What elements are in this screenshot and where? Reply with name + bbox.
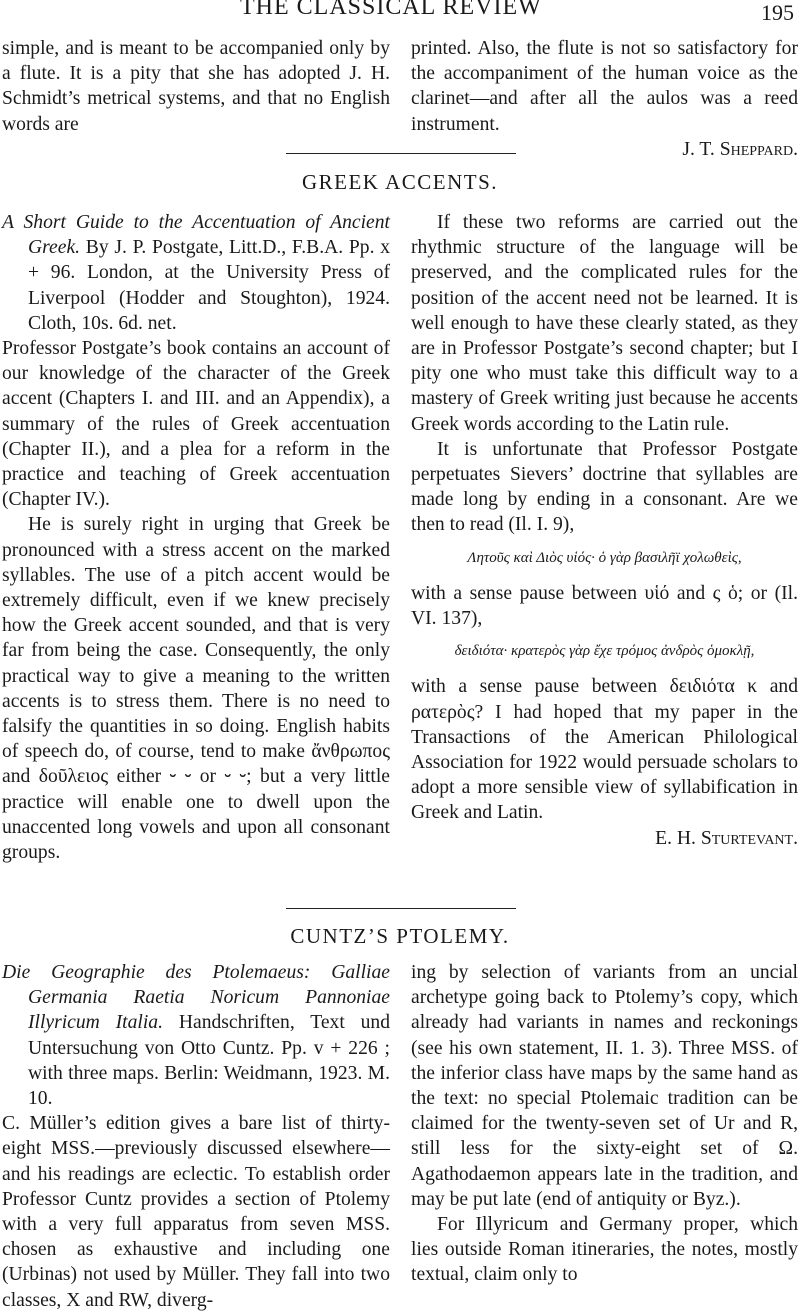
cuntz-heading: CUNTZ’S PTOLEMY. xyxy=(290,924,510,948)
cuntz-left-paragraph-1: C. Müller’s edition gives a bare list of thirty-eight MSS.—previously discussed elsewhere—and his readings are eclectic. To establish order Professor Cuntz provides a section of Ptolemy with a very full apparatus from seven MSS. chosen as exhaustive and including one (Urbinas) not used by Müller. They fall into two classes, X and RW, diverg- xyxy=(2,1113,390,1311)
greek-accents-right-paragraph-3: with a sense pause between υἱό and ς ὁ; or (Il. VI. 137), xyxy=(411,582,798,630)
greek-accents-right-paragraph-2: It is unfortunate that Professor Postgate perpetuates Sievers’ doctrine that syllables are made long by ending in a consonant. Are we then to read (Il. I. 9), xyxy=(411,438,798,536)
top-right-text: printed. Also, the flute is not so satisfactory for the accompaniment of the human voice as the clarinet—and after all the aulos was a reed instrument. xyxy=(411,38,798,135)
greek-accents-right-column xyxy=(411,210,798,851)
sturtevant-signature: E. H. Sturtevant. xyxy=(655,827,798,849)
greek-quotation-1: Λητοῦς καὶ Διὸς υἱός· ὁ γὰρ βασιλῆϊ χολωθεὶς, xyxy=(467,549,742,566)
greek-quotation-2: δειδιότα· κρατερὸς γὰρ ἔχε τρόμος ἀνδρὸς ὁμοκλῇ, xyxy=(454,643,755,660)
greek-accents-left-column xyxy=(2,210,390,865)
reference-title: A Short Guide to the Accentuation of Ancient Greek. xyxy=(2,212,390,259)
cuntz-left-column xyxy=(2,960,390,1313)
greek-accents-heading: GREEK ACCENTS. xyxy=(301,170,498,194)
sheppard-signature: J. T. Sheppard. xyxy=(682,138,798,160)
cuntz-right-paragraph-1: ing by selection of variants from an uncial archetype going back to Ptolemy’s copy, which already had variants in names and reckonings (see his own statement, II. 1. 3). Three MSS. of the inferior class have maps by the same hand as the text: no special Ptolemaic tradition can be claimed for the twenty-seven set of Ur and R, still less for the sixty-eight set of Ω. Agathodaemon appears late in the tradition, and may be put late (end of antiquity or Byz.). xyxy=(411,962,798,1210)
cuntz-reference-title: Die Geographie des Ptolemaeus: Galliae Germania Raetia Noricum Pannoniae Illyricum Italia. xyxy=(2,962,390,1034)
section-rule-2 xyxy=(286,908,516,909)
cuntz-right-column xyxy=(411,960,798,1288)
top-left-text: simple, and is meant to be accompanied only by a flute. It is a pity that she has adopted J. H. Schmidt’s metrical systems, and that no English words are xyxy=(2,38,390,135)
top-left-column xyxy=(2,36,390,137)
running-header xyxy=(0,0,800,30)
greek-accents-left-paragraph-1: Professor Postgate’s book contains an account of our knowledge of the character of the Greek accent (Chapters I. and III. and an Appendix), a summary of the rules of Greek accentuation (Chapter II.), and a plea for a reform in the practice and teaching of Greek accentuation (Chapter IV.). xyxy=(2,338,390,511)
cuntz-right-paragraph-2: For Illyricum and Germany proper, which lies outside Roman itineraries, the notes, mostly textual, claim only to xyxy=(411,1214,798,1286)
reference-details: By J. P. Postgate, Litt.D., F.B.A. Pp. x + 96. London, at the University Press of Liverpool (Hodder and Stoughton), 1924. Cloth, 10s. 6d. net. xyxy=(28,237,390,334)
section-rule-1 xyxy=(286,153,516,154)
cuntz-reference xyxy=(2,960,390,1111)
greek-accents-left-paragraph-2: He is surely right in urging that Greek be pronounced with a stress accent on the marked syllables. The use of a pitch accent would be extremely difficult, even if we knew precisely how the Greek accent sounded, and that is very far from being the case. Consequently, the only practical way to give a meaning to the written accents is to stress them. There is no need to falsify the quantities in so doing. English habits of speech do, of course, tend to make ἄνθρωπος and δοῦλειος either ⏑ ⏑ or ⏑ ⏑; but a very little practice will enable one to dwell upon the unaccented long vowels and upon all consonant groups. xyxy=(2,514,390,864)
greek-accents-reference xyxy=(2,210,390,336)
greek-accents-right-paragraph-4: with a sense pause between δειδιότα κ and ρατερὸς? I had hoped that my paper in the Transactions of the American Philological Association for 1922 would persuade scholars to adopt a more sensible view of syllabification in Greek and Latin. xyxy=(411,676,798,824)
page-number: 195 xyxy=(761,0,794,25)
cuntz-reference-details: Handschriften, Text und Untersuchung von Otto Cuntz. Pp. v + 226 ; with three maps. Berlin: Weidmann, 1923. M. 10. xyxy=(28,1012,390,1110)
top-right-column xyxy=(411,36,798,162)
journal-title: THE CLASSICAL REVIEW xyxy=(240,0,542,20)
greek-accents-right-paragraph-1: If these two reforms are carried out the rhythmic structure of the language will be preserved, and the complicated rules for the position of the accent need not be learned. It is well enough to have these clearly stated, as they are in Professor Postgate’s second chapter; but I pity one who must take this difficult way to a mastery of Greek writing just because he accents Greek words according to the Latin rule. xyxy=(411,212,798,435)
